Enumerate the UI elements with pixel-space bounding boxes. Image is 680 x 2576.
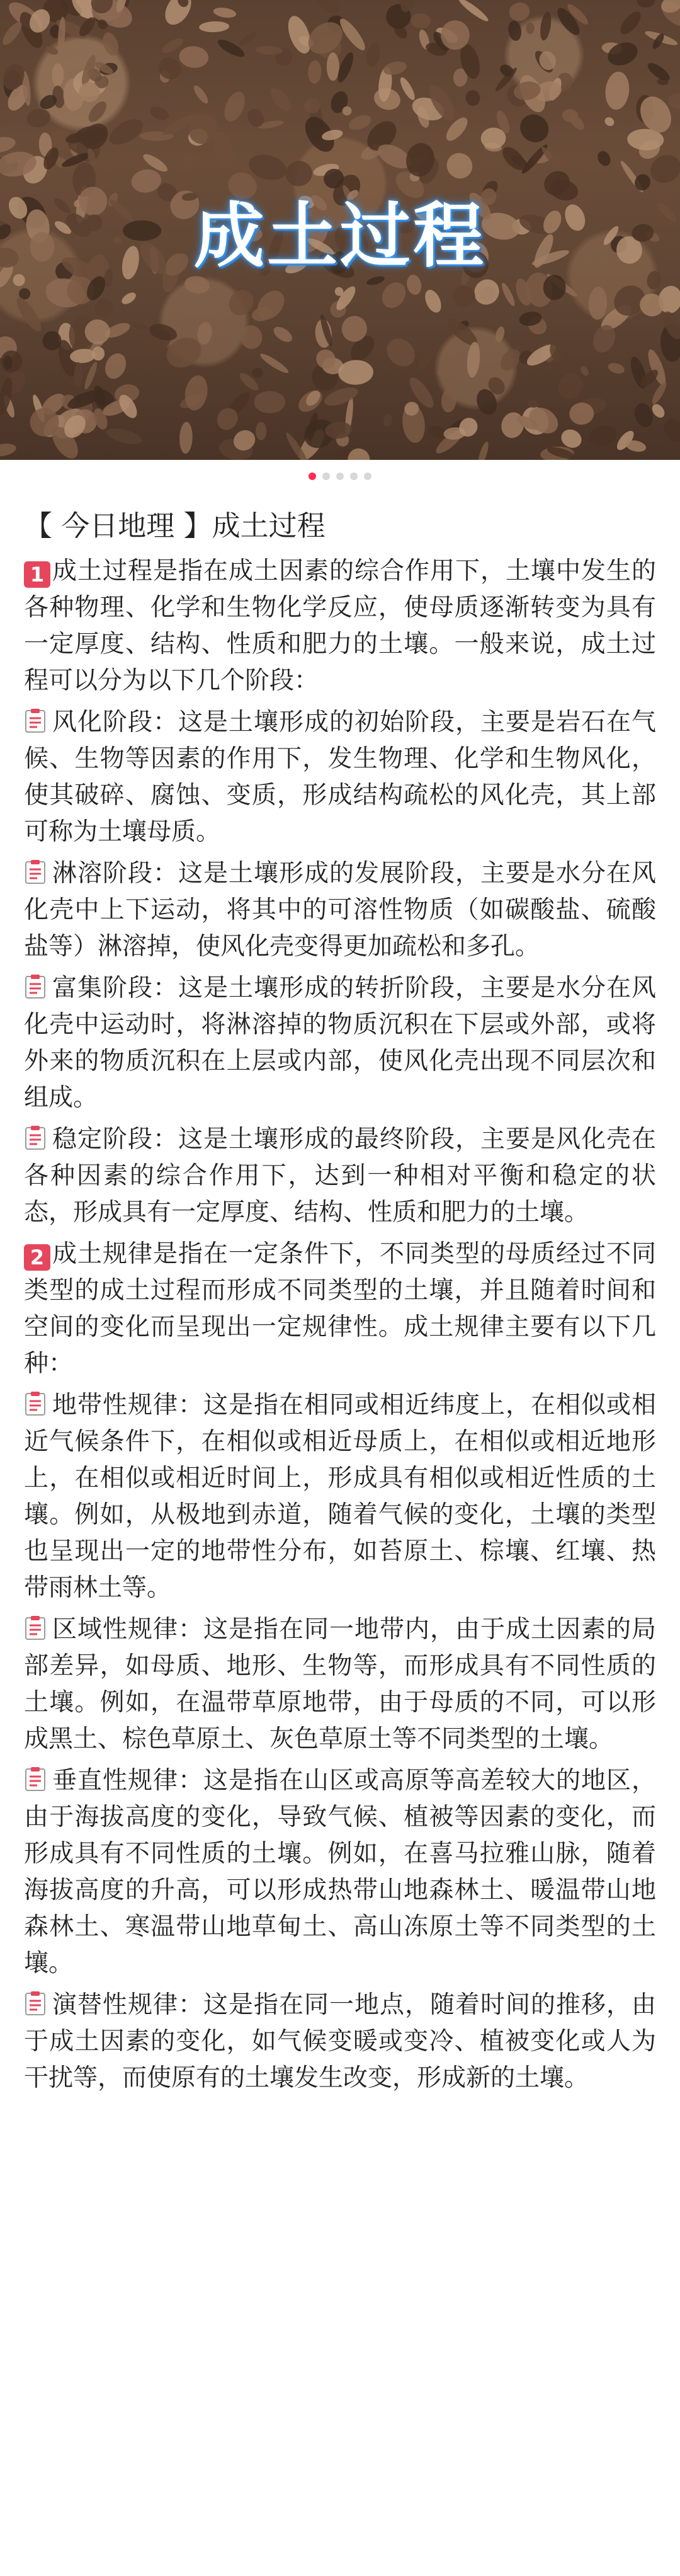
carousel-indicator[interactable] bbox=[0, 460, 680, 493]
carousel-dot[interactable] bbox=[322, 472, 330, 480]
hero-title: 成土过程 bbox=[194, 195, 486, 277]
memo-icon bbox=[24, 1615, 48, 1640]
hero-image bbox=[0, 0, 680, 460]
section-1-item: 富集阶段：这是土壤形成的转折阶段，主要是水分在风化壳中运动时，将淋溶掉的物质沉积在下层或外部，或将外来的物质沉积在上层或内部，使风化壳出现不同层次和组成。 bbox=[24, 974, 656, 1112]
article-body bbox=[0, 504, 680, 2097]
section-2-intro: 2 成土规律是指在一定条件下，不同类型的母质经过不同类型的成土过程而形成不同类型的土壤，并且随着时间和空间的变化而呈现出一定规律性。成土规律主要有以下几种： bbox=[24, 1240, 656, 1378]
section-1-item: 风化阶段：这是土壤形成的初始阶段，主要是岩石在气候、生物等因素的作用下，发生物理、化学和生物风化，使其破碎、腐蚀、变质，形成结构疏松的风化壳，其上部可称为土壤母质。 bbox=[24, 708, 656, 846]
memo-icon bbox=[24, 1125, 48, 1150]
memo-icon bbox=[24, 859, 48, 884]
section-1-item: 淋溶阶段：这是土壤形成的发展阶段，主要是水分在风化壳中上下运动，将其中的可溶性物质（如碳酸盐、硫酸盐等）淋溶掉，使风化壳变得更加疏松和多孔。 bbox=[24, 859, 656, 961]
section-2-item: 演替性规律：这是指在同一地点，随着时间的推移，由于成土因素的变化，如气候变暖或变冷、植被变化或人为干扰等，而使原有的土壤发生改变，形成新的土壤。 bbox=[24, 1991, 656, 2092]
article-heading: 【 今日地理 】成土过程 bbox=[24, 509, 326, 542]
memo-icon bbox=[24, 1390, 48, 1416]
memo-icon bbox=[24, 707, 48, 733]
carousel-dot[interactable] bbox=[350, 472, 358, 480]
section-1-intro: 1 成土过程是指在成土因素的综合作用下，土壤中发生的各种物理、化学和生物化学反应，使母质逐渐转变为具有一定厚度、结构、性质和肥力的土壤。一般来说，成土过程可以分为以下几个阶段： bbox=[24, 557, 656, 695]
number-1-badge: 1 bbox=[24, 561, 50, 588]
section-2-item: 垂直性规律：这是指在山区或高原等高差较大的地区，由于海拔高度的变化，导致气候、植被等因素的变化，而形成具有不同性质的土壤。例如，在喜马拉雅山脉，随着海拔高度的升高，可以形成热带山地森林土、暖温带山地森林土、寒温带山地草甸土、高山冻原土等不同类型的土壤。 bbox=[24, 1766, 656, 1978]
memo-icon bbox=[24, 1990, 48, 2015]
memo-icon bbox=[24, 1766, 48, 1791]
section-2-item: 地带性规律：这是指在相同或相近纬度上，在相似或相近气候条件下，在相似或相近母质上，在相似或相近地形上，在相似或相近时间上，形成具有相似或相近性质的土壤。例如，从极地到赤道，随着气候的变化，土壤的类型也呈现出一定的地带性分布，如苔原土、棕壤、红壤、热带雨林土等。 bbox=[24, 1391, 656, 1602]
carousel-dot[interactable] bbox=[364, 472, 371, 480]
carousel-dot[interactable] bbox=[336, 472, 344, 480]
carousel-dot[interactable] bbox=[309, 472, 316, 480]
memo-icon bbox=[24, 973, 48, 999]
section-1-item: 稳定阶段：这是土壤形成的最终阶段，主要是风化壳在各种因素的综合作用下，达到一种相对平衡和稳定的状态，形成具有一定厚度、结构、性质和肥力的土壤。 bbox=[24, 1125, 656, 1227]
section-2-item: 区域性规律：这是指在同一地带内，由于成土因素的局部差异，如母质、地形、生物等，而形成具有不同性质的土壤。例如，在温带草原地带，由于母质的不同，可以形成黑土、棕色草原土、灰色草原土等不同类型的土壤。 bbox=[24, 1615, 656, 1753]
number-2-badge: 2 bbox=[24, 1244, 50, 1271]
